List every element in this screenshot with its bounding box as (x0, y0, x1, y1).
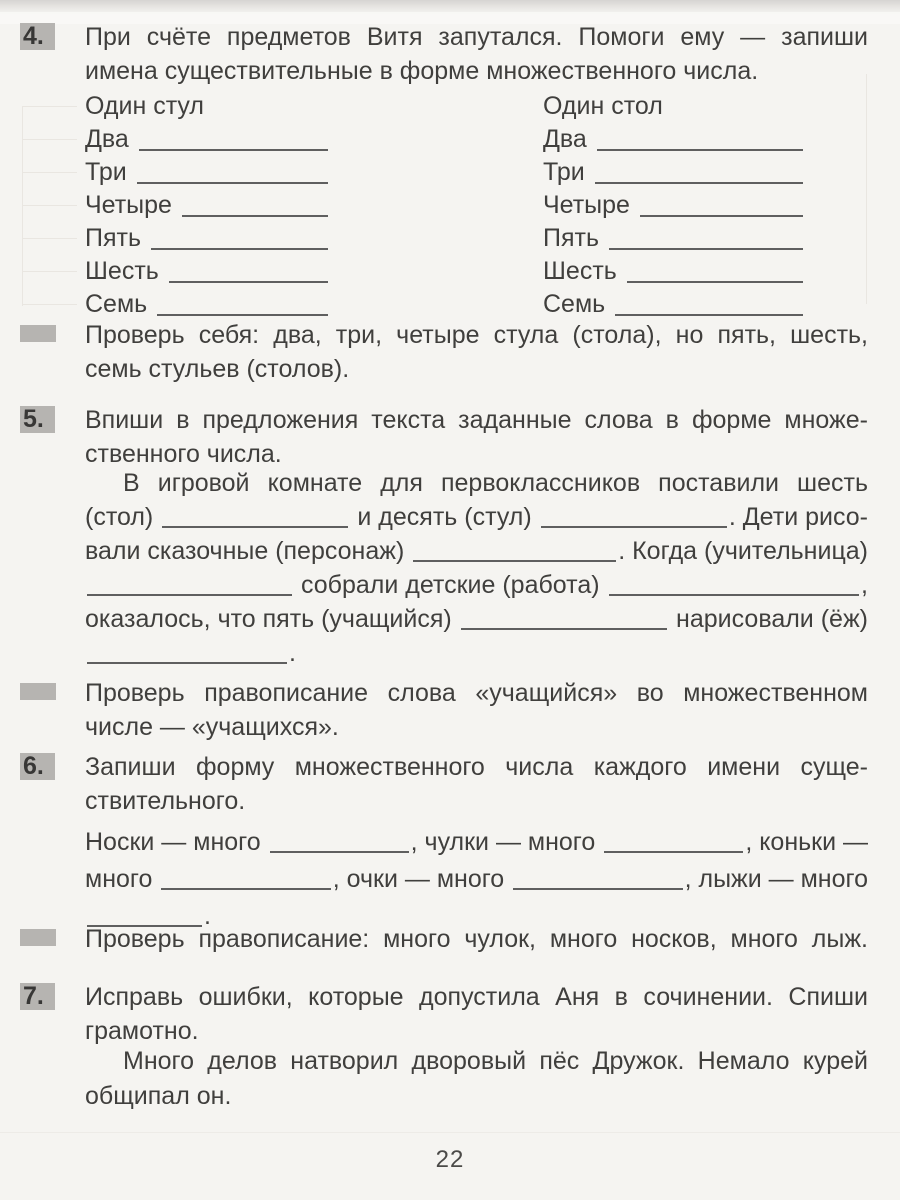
text-segment: собрали детские (работа) (294, 571, 607, 599)
text-segment: . (204, 902, 211, 930)
prompt-line: грамотно. (85, 1017, 199, 1045)
check-line: числе — «учащихся». (85, 713, 339, 741)
text-segment: , коньки — (745, 828, 869, 856)
exercise-number-badge: 5. (20, 406, 55, 433)
number-word: Шесть (543, 257, 617, 285)
count-row (543, 255, 805, 288)
number-word: Три (543, 158, 585, 186)
number-word: Семь (543, 290, 606, 318)
text-segment: оказалось, что пять (учащийся) (85, 605, 459, 633)
check-line: Проверь правописание слова «учащийся» во множественном (85, 679, 868, 707)
text-line: общипал он. (85, 1082, 232, 1110)
exercise-prompt (85, 403, 868, 471)
blank-line[interactable] (595, 182, 803, 184)
column-header: Один стол (543, 92, 663, 120)
blank-line[interactable] (461, 628, 667, 630)
check-text (85, 676, 868, 744)
page-number: 22 (435, 1146, 465, 1173)
count-row (543, 222, 805, 255)
number-word: Четыре (85, 191, 172, 219)
blank-line[interactable] (151, 248, 328, 250)
exercise-prompt (85, 750, 868, 818)
blank-line[interactable] (161, 888, 330, 890)
blank-line[interactable] (609, 248, 803, 250)
prompt-line: Впиши в предложения текста заданные слова в форме множе- (85, 406, 868, 434)
fill-line (85, 859, 868, 896)
fill-line (85, 602, 868, 636)
prompt-line: ствительного. (85, 787, 246, 815)
count-row (543, 156, 805, 189)
fill-line (85, 822, 868, 859)
prompt-line: При счёте предметов Витя запутался. Помоги ему — запиши (85, 23, 868, 51)
check-line: Проверь себя: два, три, четыре стула (стола), но пять, шесть, (85, 321, 868, 349)
scan-artifact (22, 205, 77, 206)
scan-artifact (22, 304, 77, 305)
number-word: Семь (85, 290, 148, 318)
number-word: Пять (543, 224, 599, 252)
scan-artifact (22, 106, 23, 306)
check-line: семь стульев (столов). (85, 355, 350, 383)
column-stul (85, 90, 330, 321)
text-segment: вали сказочные (персонаж) (85, 537, 412, 565)
check-text (85, 922, 868, 956)
text-segment: . Когда (учительница) (618, 537, 868, 565)
prompt-line: ственного числа. (85, 440, 282, 468)
scan-artifact (866, 74, 867, 304)
count-row (543, 288, 805, 321)
exercise-number-badge: 6. (20, 753, 55, 780)
blank-line[interactable] (162, 526, 348, 528)
blank-line[interactable] (87, 594, 292, 596)
blank-line[interactable] (541, 526, 727, 528)
check-block-5 (20, 676, 880, 744)
check-block-6 (20, 922, 880, 956)
scan-artifact (22, 271, 77, 272)
count-row (85, 222, 330, 255)
number-word: Два (85, 125, 129, 153)
exercise-6 (20, 750, 880, 818)
prompt-line: имена существительные в форме множественного числа. (85, 57, 759, 85)
count-row (85, 156, 330, 189)
count-row (85, 123, 330, 156)
exercise-number-badge: 4. (20, 23, 55, 50)
blank-line[interactable] (604, 851, 743, 853)
exercise-5 (20, 403, 880, 471)
text-segment: много (85, 865, 160, 893)
text-segment: (стол) (85, 503, 161, 531)
text-segment: и десять (стул) (350, 503, 539, 531)
number-word: Четыре (543, 191, 630, 219)
count-row (85, 189, 330, 222)
blank-line[interactable] (137, 182, 328, 184)
blank-line[interactable] (182, 215, 328, 217)
count-row (85, 255, 330, 288)
count-row (543, 189, 805, 222)
blank-line[interactable] (597, 149, 803, 151)
number-word: Шесть (85, 257, 159, 285)
prompt-line: Исправь ошибки, которые допустила Аня в сочинении. Спиши (85, 983, 868, 1011)
check-text (85, 318, 868, 386)
exercise-5-text (85, 466, 868, 670)
text-line: В игровой комнате для первоклассников поставили шесть (123, 469, 868, 497)
exercise-6-text (85, 822, 868, 933)
blank-line[interactable] (413, 560, 616, 562)
scan-artifact (22, 172, 77, 173)
blank-line[interactable] (640, 215, 803, 217)
blank-line[interactable] (157, 314, 328, 316)
blank-line[interactable] (270, 851, 409, 853)
number-word: Пять (85, 224, 141, 252)
exercise-7 (20, 980, 880, 1048)
check-line: Проверь правописание: много чулок, много носков, много лыж. (85, 925, 868, 953)
exercise-4 (20, 20, 880, 88)
text-segment: , чулки — много (410, 828, 603, 856)
blank-line[interactable] (615, 314, 803, 316)
scan-artifact (0, 1132, 900, 1133)
text-line: Много делов натворил дворовый пёс Дружок. Немало курей (123, 1047, 868, 1075)
fill-line (85, 500, 868, 534)
exercise-number-badge: 7. (20, 983, 55, 1010)
number-word: Два (543, 125, 587, 153)
text-segment: , лыжи — много (684, 865, 868, 893)
check-block-4 (20, 318, 880, 386)
fill-line (85, 636, 868, 670)
fill-line (85, 534, 868, 568)
blank-line[interactable] (513, 888, 682, 890)
column-stol (543, 90, 805, 321)
exercise-prompt (85, 20, 868, 88)
scan-artifact (22, 238, 77, 239)
counting-columns (85, 90, 805, 321)
check-marker (20, 929, 56, 946)
count-row (85, 288, 330, 321)
blank-line[interactable] (87, 662, 287, 664)
scan-artifact (22, 106, 77, 107)
prompt-line: Запиши форму множественного числа каждого имени суще- (85, 753, 868, 781)
blank-line[interactable] (609, 594, 860, 596)
text-segment: . Дети рисо- (728, 503, 868, 531)
text-segment: , очки — много (332, 865, 512, 893)
count-row (543, 123, 805, 156)
check-marker (20, 325, 56, 342)
text-segment: Носки — много (85, 828, 268, 856)
text-segment: нарисовали (ёж) (669, 605, 868, 633)
blank-line[interactable] (627, 281, 803, 283)
blank-line[interactable] (139, 149, 328, 151)
check-marker (20, 683, 56, 700)
blank-line[interactable] (169, 281, 328, 283)
column-header: Один стул (85, 92, 204, 120)
exercise-7-text (85, 1044, 868, 1114)
number-word: Три (85, 158, 127, 186)
text-segment: , (861, 571, 868, 599)
fill-line (85, 568, 868, 602)
exercise-prompt (85, 980, 868, 1048)
text-segment: . (289, 639, 296, 667)
scan-artifact (22, 139, 77, 140)
